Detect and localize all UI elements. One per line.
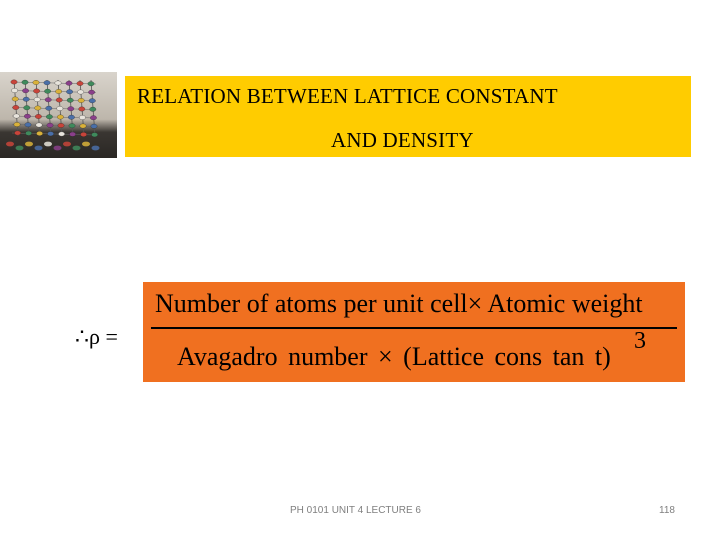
- formula-denominator: Avagadro number × (Lattice cons tan t): [177, 342, 611, 371]
- slide-footer: PH 0101 UNIT 4 LECTURE 6: [290, 505, 421, 516]
- crystal-lattice-model-image: [0, 72, 117, 158]
- density-symbol: ∴ρ =: [75, 324, 118, 349]
- slide-title-banner: [125, 76, 691, 157]
- density-formula: [143, 282, 685, 382]
- formula-exponent: 3: [634, 328, 646, 354]
- fraction-bar: [151, 327, 677, 329]
- page-number: 118: [659, 505, 675, 516]
- slide-title-line-2: AND DENSITY: [331, 128, 474, 152]
- formula-numerator: Number of atoms per unit cell× Atomic weight: [155, 289, 643, 318]
- slide-title-line-1: RELATION BETWEEN LATTICE CONSTANT: [137, 84, 558, 108]
